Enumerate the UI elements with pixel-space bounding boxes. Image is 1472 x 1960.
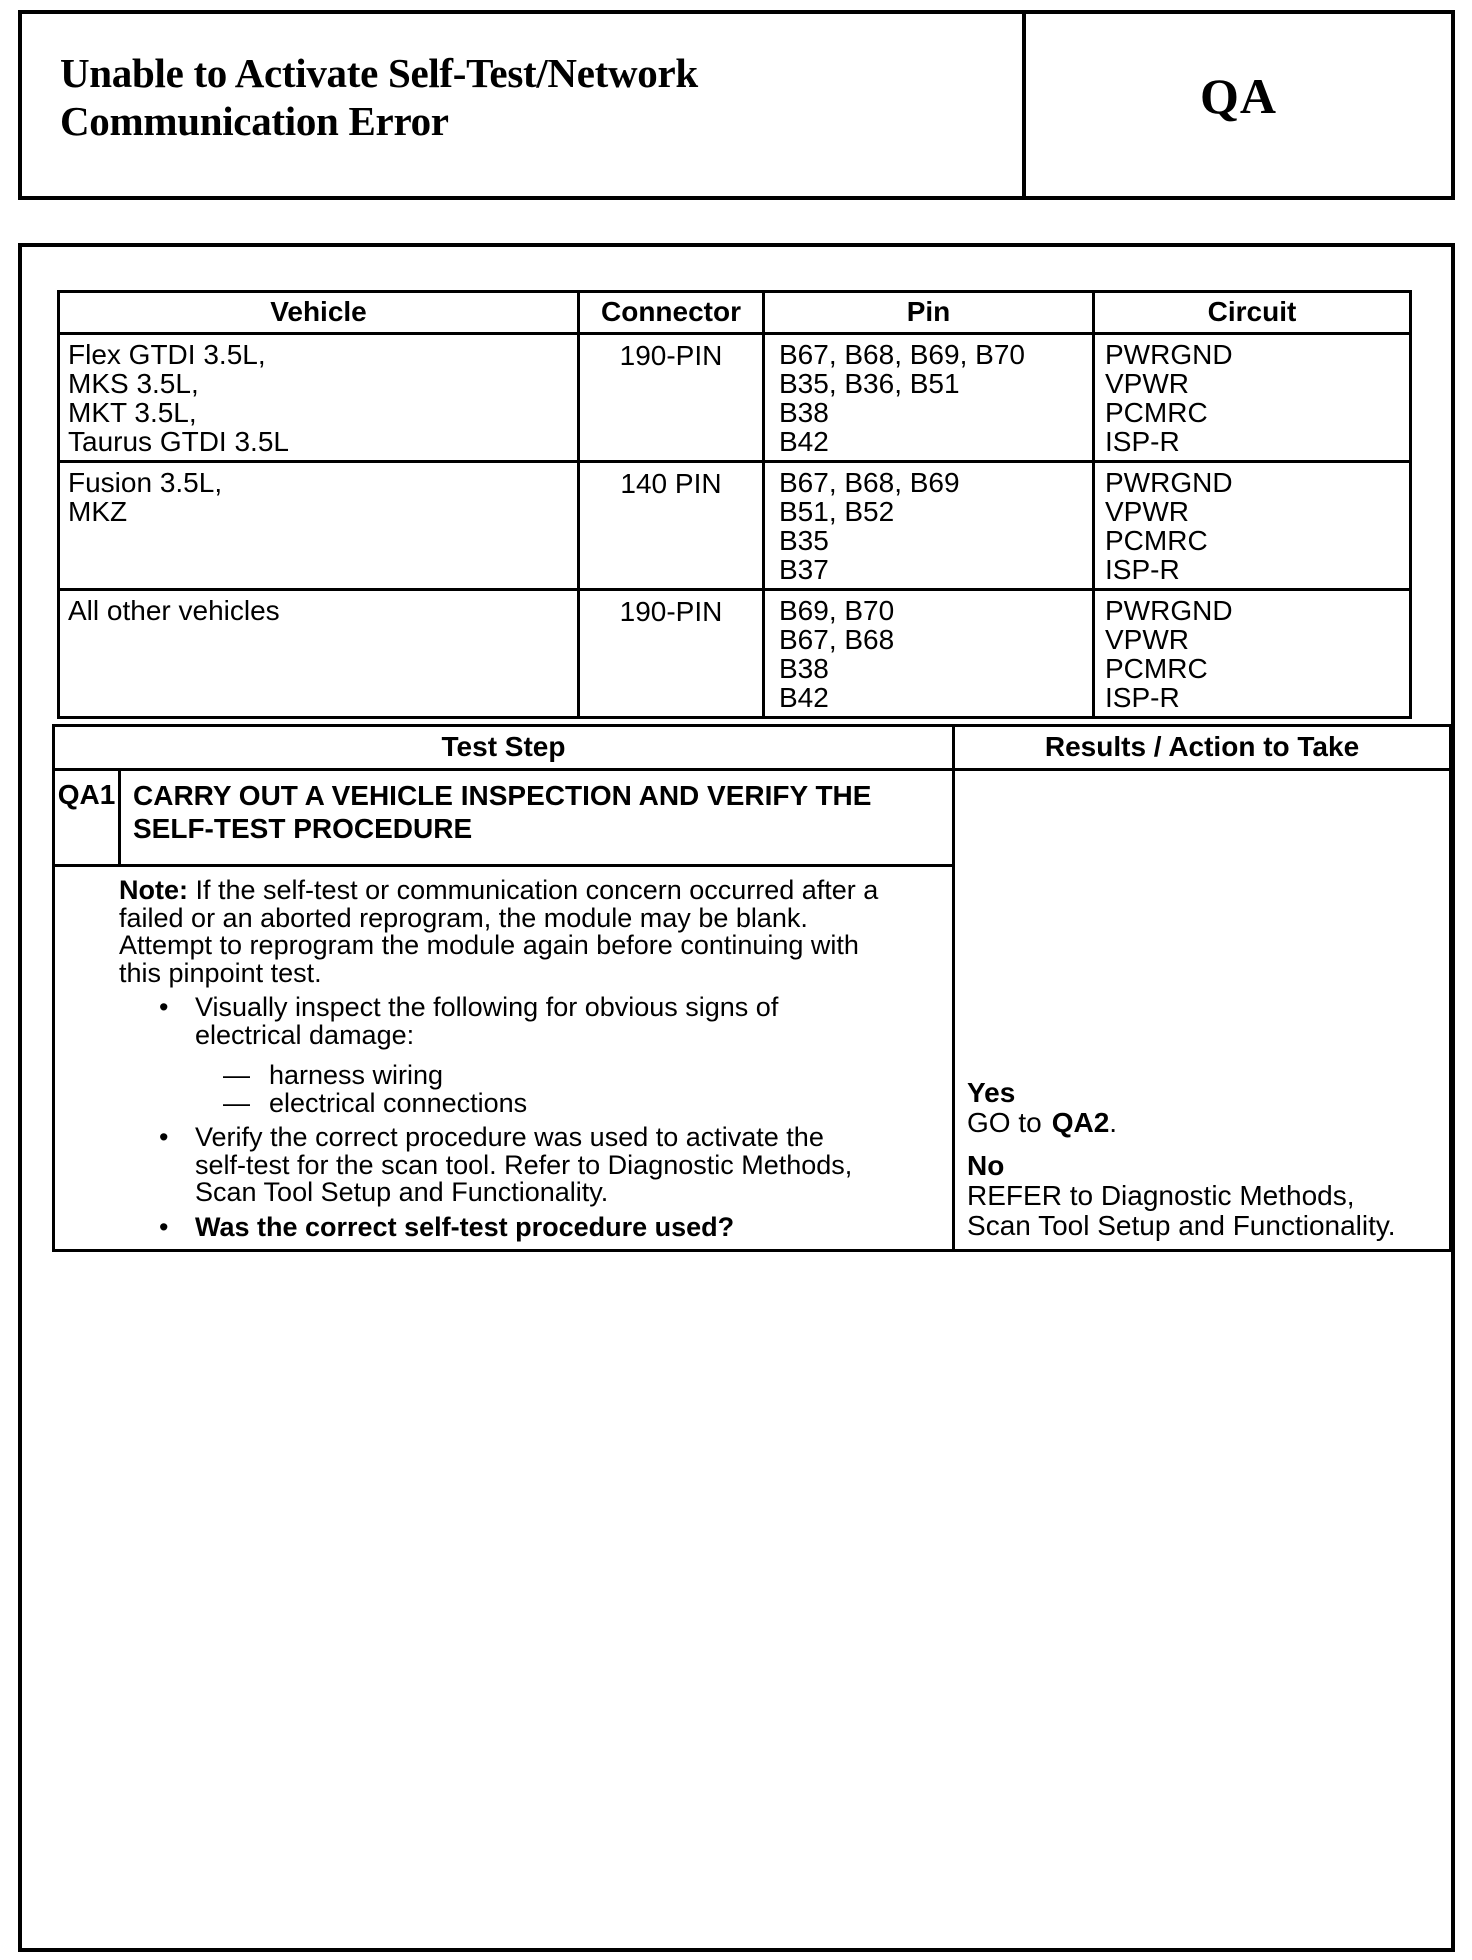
circuit-line: ISP-R <box>1105 426 1180 457</box>
bullet-icon: • <box>159 992 169 1022</box>
pinpoint-test-code: QA <box>1200 68 1277 124</box>
circuit-line: PCMRC <box>1105 525 1208 556</box>
col-header-vehicle: Vehicle <box>59 292 579 334</box>
dash-icon: — <box>223 1060 250 1090</box>
pin-line: B35 <box>779 525 829 556</box>
bullet-icon: • <box>159 1211 169 1242</box>
dash-item <box>223 1087 882 1118</box>
vehicle-line: MKS 3.5L, <box>68 368 199 399</box>
yes-action <box>967 1108 1441 1138</box>
bullet-text: Visually inspect the following for obvious signs of electrical damage: <box>195 992 779 1050</box>
no-action-line: REFER to Diagnostic Methods, <box>967 1180 1355 1211</box>
vehicle-line: All other vehicles <box>68 595 280 626</box>
vehicle-pin-table <box>57 290 1412 719</box>
circuit-line: PWRGND <box>1105 467 1233 498</box>
vehicle-line: Taurus GTDI 3.5L <box>68 426 289 457</box>
pin-line: B67, B68, B69 <box>779 467 960 498</box>
step-id: QA1 <box>54 770 120 866</box>
vehicle-line: MKZ <box>68 496 128 527</box>
pin-line: B69, B70 <box>779 595 895 626</box>
dash-text: electrical connections <box>269 1087 528 1118</box>
test-table-header-row <box>54 726 1451 770</box>
circuit-line: ISP-R <box>1105 682 1180 713</box>
pin-line: B67, B68 <box>779 624 895 655</box>
circuit-line: PCMRC <box>1105 397 1208 428</box>
table-row <box>59 462 1411 590</box>
col-header-circuit: Circuit <box>1094 292 1411 334</box>
note-text: If the self-test or communication concern occurred after a failed or an aborted reprogram, the module may be blank. Attempt to reprogram the module again before continuing with this pinpoint test. <box>119 875 879 988</box>
circuit-line: VPWR <box>1105 496 1189 527</box>
circuit-line: ISP-R <box>1105 554 1180 585</box>
connector-cell: 190-PIN <box>579 590 764 718</box>
yes-action-link: QA2 <box>1051 1107 1110 1138</box>
pin-line: B42 <box>779 682 829 713</box>
pin-cell <box>764 590 1094 718</box>
step-title: CARRY OUT A VEHICLE INSPECTION AND VERIFY THE SELF-TEST PROCEDURE <box>120 770 954 866</box>
results-cell <box>954 770 1451 1251</box>
test-step-table <box>52 724 1452 1252</box>
bullet-item <box>159 994 882 1049</box>
document-header <box>18 10 1455 200</box>
vehicle-cell <box>59 590 579 718</box>
circuit-line: PCMRC <box>1105 653 1208 684</box>
pin-table-header-row <box>59 292 1411 334</box>
bullet-text: Verify the correct procedure was used to activate the self-test for the scan tool. Refer to Diagnostic Methods, Scan Tool Setup and Functionality. <box>195 1122 853 1207</box>
table-row <box>59 590 1411 718</box>
col-header-test-step: Test Step <box>54 726 954 770</box>
pin-line: B37 <box>779 554 829 585</box>
connector-cell: 140 PIN <box>579 462 764 590</box>
vehicle-cell <box>59 334 579 462</box>
yes-action-text: GO to <box>967 1107 1042 1138</box>
yes-action-period: . <box>1109 1107 1118 1138</box>
vehicle-line: Fusion 3.5L, <box>68 467 223 498</box>
bullet-item <box>159 1124 882 1207</box>
page-title-line2: Communication Error <box>60 97 449 144</box>
test-code-cell <box>1026 14 1451 196</box>
page-title-line1: Unable to Activate Self-Test/Network <box>60 50 698 96</box>
pin-line: B67, B68, B69, B70 <box>779 339 1025 370</box>
circuit-line: PWRGND <box>1105 595 1233 626</box>
circuit-cell <box>1094 590 1411 718</box>
page-title <box>60 50 1002 145</box>
yes-label: Yes <box>967 1077 1016 1108</box>
col-header-connector: Connector <box>579 292 764 334</box>
connector-cell: 190-PIN <box>579 334 764 462</box>
step-body-cell <box>54 866 954 1251</box>
pin-line: B38 <box>779 653 829 684</box>
circuit-line: VPWR <box>1105 624 1189 655</box>
circuit-line: PWRGND <box>1105 339 1233 370</box>
circuit-cell <box>1094 334 1411 462</box>
col-header-pin: Pin <box>764 292 1094 334</box>
note-paragraph <box>119 877 882 987</box>
pin-cell <box>764 334 1094 462</box>
dash-text: harness wiring <box>269 1060 444 1090</box>
no-label: No <box>967 1150 1005 1181</box>
content-box <box>18 243 1455 1952</box>
page-title-cell <box>22 14 1026 196</box>
results-no-block <box>967 1151 1441 1241</box>
pin-line: B51, B52 <box>779 496 895 527</box>
circuit-line: VPWR <box>1105 368 1189 399</box>
vehicle-line: Flex GTDI 3.5L, <box>68 339 266 370</box>
bullet-item <box>159 1211 882 1242</box>
pin-cell <box>764 462 1094 590</box>
bullet-question-text: Was the correct self-test procedure used? <box>195 1211 735 1242</box>
pin-line: B42 <box>779 426 829 457</box>
no-action-line: Scan Tool Setup and Functionality. <box>967 1210 1396 1241</box>
dash-item <box>223 1062 882 1090</box>
circuit-cell <box>1094 462 1411 590</box>
pin-line: B35, B36, B51 <box>779 368 960 399</box>
results-yes-block <box>967 1078 1441 1138</box>
vehicle-line: MKT 3.5L, <box>68 397 197 428</box>
step-title-row <box>54 770 1451 866</box>
pin-line: B38 <box>779 397 829 428</box>
note-label: Note: <box>119 875 188 905</box>
dash-list <box>223 1062 882 1117</box>
vehicle-cell <box>59 462 579 590</box>
dash-icon: — <box>223 1087 250 1118</box>
table-row <box>59 334 1411 462</box>
bullet-icon: • <box>159 1122 169 1152</box>
col-header-results: Results / Action to Take <box>954 726 1451 770</box>
